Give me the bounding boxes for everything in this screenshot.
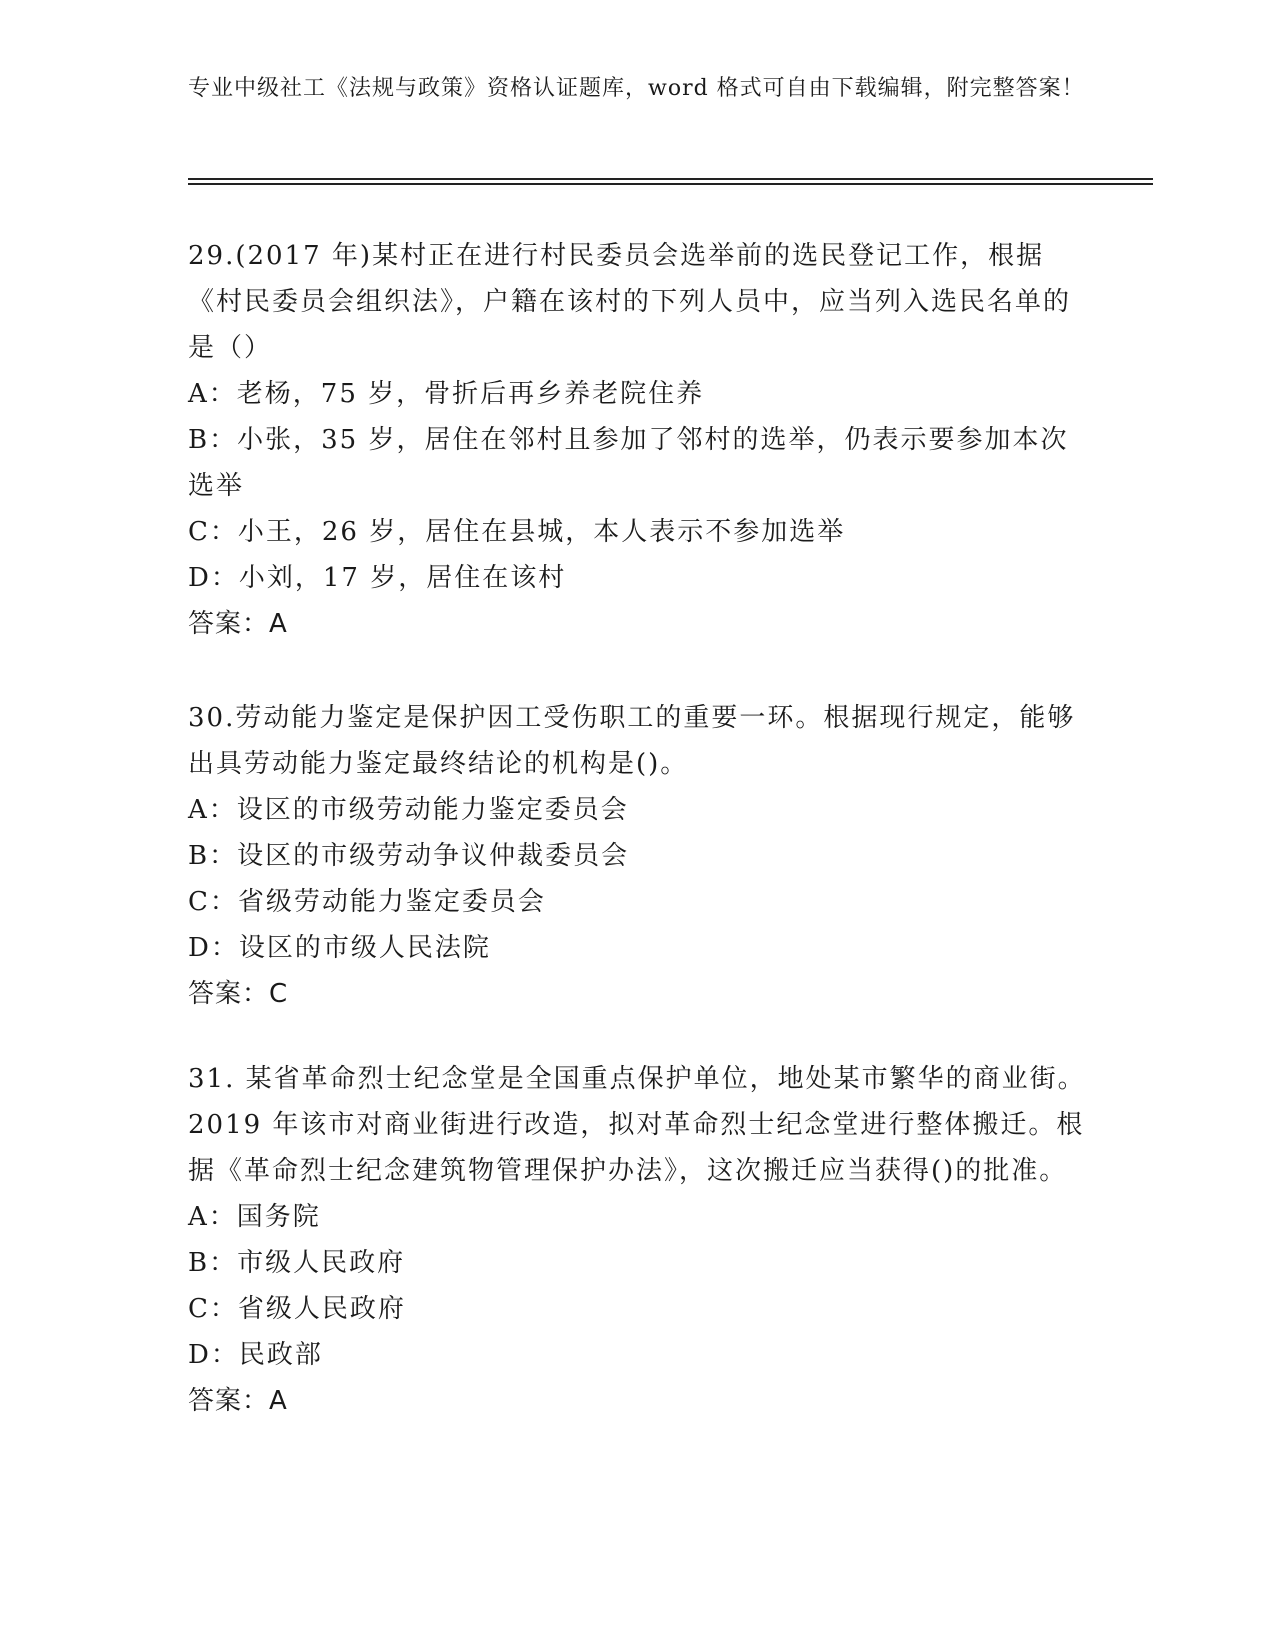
header-divider-top [188, 178, 1153, 180]
document-header: 专业中级社工《法规与政策》资格认证题库，word 格式可自由下载编辑，附完整答案！ [188, 76, 1085, 101]
option-c: C：省级劳动能力鉴定委员会 [188, 887, 546, 917]
option-c: C：小王，26 岁，居住在县城，本人表示不参加选举 [188, 517, 846, 547]
option-d: D：民政部 [188, 1340, 323, 1370]
option-a: A：国务院 [188, 1202, 321, 1232]
option-b: B：市级人民政府 [188, 1248, 406, 1278]
header-divider-bottom [188, 183, 1153, 185]
question-29 [188, 233, 1088, 647]
answer-line: 答案：A [188, 609, 288, 639]
answer-line: 答案：C [188, 979, 289, 1009]
question-stem: 30.劳动能力鉴定是保护因工受伤职工的重要一环。根据现行规定，能够出具劳动能力鉴定最终结论的机构是()。 [188, 703, 1076, 779]
option-c: C：省级人民政府 [188, 1294, 406, 1324]
option-b: B：小张，35 岁，居住在邻村且参加了邻村的选举，仍表示要参加本次选举 [188, 425, 1069, 501]
option-d: D：小刘，17 岁，居住在该村 [188, 563, 567, 593]
option-d: D：设区的市级人民法院 [188, 933, 491, 963]
answer-line: 答案：A [188, 1386, 288, 1416]
question-31 [188, 1056, 1088, 1424]
question-30 [188, 695, 1088, 1017]
option-b: B：设区的市级劳动争议仲裁委员会 [188, 841, 630, 871]
option-a: A：设区的市级劳动能力鉴定委员会 [188, 795, 629, 825]
option-a: A：老杨，75 岁，骨折后再乡养老院住养 [188, 379, 705, 409]
question-stem: 31. 某省革命烈士纪念堂是全国重点保护单位，地处某市繁华的商业街。2019 年该市对商业街进行改造，拟对革命烈士纪念堂进行整体搬迁。根据《革命烈士纪念建筑物管理保护办法》，这次搬迁应当获得()的批准。 [188, 1064, 1086, 1186]
question-stem: 29.(2017 年)某村正在进行村民委员会选举前的选民登记工作，根据《村民委员会组织法》，户籍在该村的下列人员中，应当列入选民名单的是（） [188, 241, 1072, 363]
